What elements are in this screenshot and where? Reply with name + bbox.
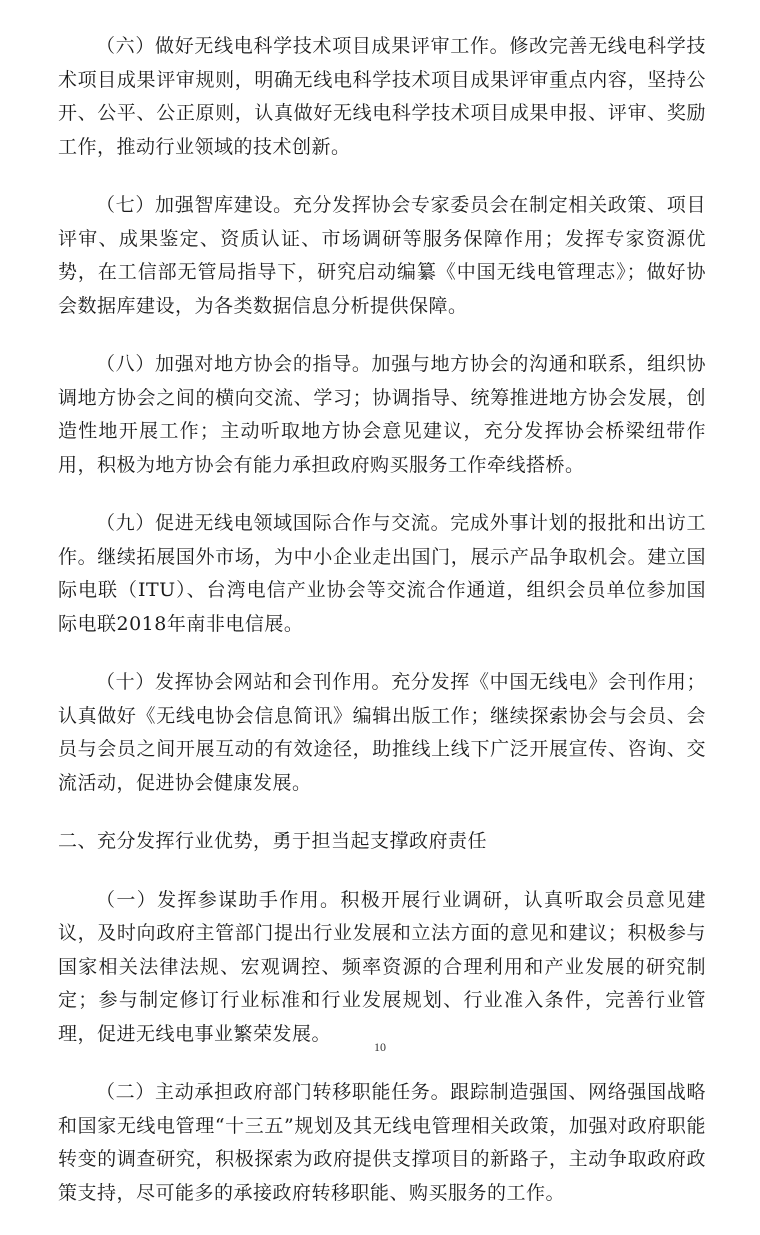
paragraph-10: （十）发挥协会网站和会刊作用。充分发挥《中国无线电》会刊作用；认真做好《无线电协会信息简讯》编辑出版工作；继续探索协会与会员、会员与会员之间开展互动的有效途径，助推线上线下广泛开展宣传、咨询、交流活动，促进协会健康发展。 [58, 671, 706, 794]
section-paragraph-1: （一）发挥参谋助手作用。积极开展行业调研，认真听取会员意见建议，及时向政府主管部门提出行业发展和立法方面的意见和建议；积极参与国家相关法律法规、宏观调控、频率资源的合理利用和产业发展的研究制定；参与制定修订行业标准和行业发展规划、行业准入条件，完善行业管理，促进无线电事业繁荣发展。 [58, 888, 706, 1045]
paragraph-8: （八）加强对地方协会的指导。加强与地方协会的沟通和联系，组织协调地方协会之间的横向交流、学习；协调指导、统筹推进地方协会发展，创造性地开展工作；主动听取地方协会意见建议，充分发挥协会桥梁纽带作用，积极为地方协会有能力承担政府购买服务工作牵线搭桥。 [58, 353, 706, 476]
paragraph-9: （九）促进无线电领域国际合作与交流。完成外事计划的报批和出访工作。继续拓展国外市场，为中小企业走出国门，展示产品争取机会。建立国际电联（ITU）、台湾电信产业协会等交流合作通道，组织会员单位参加国际电联2018年南非电信展。 [58, 512, 706, 635]
paragraph-6: （六）做好无线电科学技术项目成果评审工作。修改完善无线电科学技术项目成果评审规则，明确无线电科学技术项目成果评审重点内容，坚持公开、公平、公正原则，认真做好无线电科学技术项目成果申报、评审、奖励工作，推动行业领域的技术创新。 [58, 35, 706, 158]
section-paragraph-2: （二）主动承担政府部门转移职能任务。跟踪制造强国、网络强国战略和国家无线电管理“十三五”规划及其无线电管理相关政策，加强对政府职能转变的调查研究，积极探索为政府提供支撑项目的新路子，主动争取政府政策支持，尽可能多的承接政府转移职能、购买服务的工作。 [58, 1081, 706, 1204]
section-heading: 二、充分发挥行业优势，勇于担当起支撑政府责任 [58, 830, 488, 852]
paragraph-7: （七）加强智库建设。充分发挥协会专家委员会在制定相关政策、项目评审、成果鉴定、资质认证、市场调研等服务保障作用；发挥专家资源优势，在工信部无管局指导下，研究启动编纂《中国无线电管理志》；做好协会数据库建设，为各类数据信息分析提供保障。 [58, 194, 706, 317]
page-number: 10 [374, 1040, 386, 1054]
